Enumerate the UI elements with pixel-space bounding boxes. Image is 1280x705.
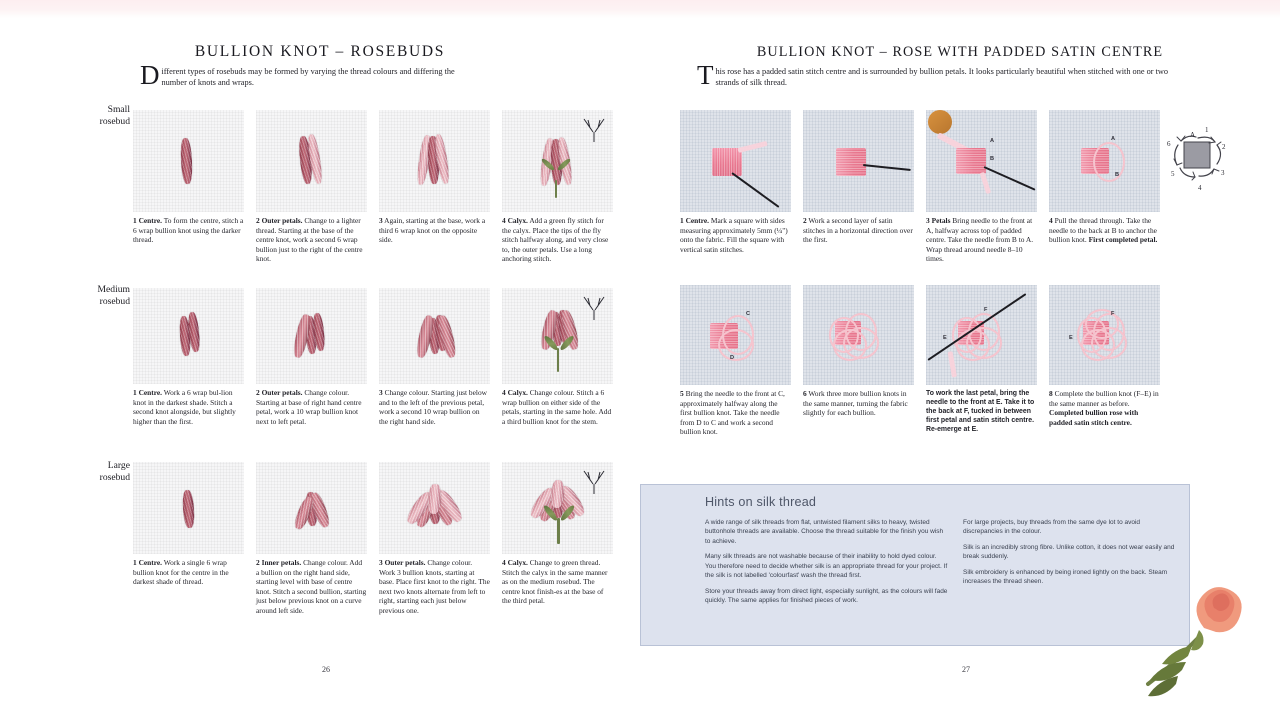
step-cell [502, 110, 613, 264]
hints-column-right: For large projects, buy threads from the same dye lot to avoid discrepancies in the colour. Silk is an incredibly strong fibre. Unlike cotton, it does not wear easily and break suddenly. Silk embroidery is enhanced by being ironed lightly on the back. Steam increases the thread sheen. [963, 519, 1175, 586]
page-title-right: BULLION KNOT – ROSE WITH PADDED SATIN CENTRE [756, 44, 1164, 60]
svg-text:2: 2 [1222, 143, 1226, 151]
intro-paragraph-right [697, 60, 1182, 90]
stitch-photo [680, 285, 791, 385]
fly-stitch-symbol-icon [581, 294, 607, 322]
stitch-photo [803, 285, 914, 385]
photo-marker-C: C [746, 311, 751, 317]
stitch-photo [379, 462, 490, 554]
photo-marker-B: B [990, 156, 995, 162]
step-cell [133, 288, 244, 426]
step-caption: 3 Change colour. Starting just below and to the left of the previous petal, work a second 10 wrap bullion on the right hand side. [379, 388, 487, 426]
stitch-photo [133, 462, 244, 554]
folio-right: 27 [962, 665, 970, 674]
fly-stitch-symbol-icon [581, 116, 607, 144]
step-cell [379, 462, 490, 615]
step-cell [133, 462, 244, 587]
step-caption: 3 Outer petals. Change colour. Work 3 bullion knots, starting at base. Place first knot to the right. The next two knots alternate from left to right, starting each just below previous one. [379, 558, 490, 615]
step-cell [133, 110, 244, 245]
step-caption: To work the last petal, bring the needle to the front at E. Take it to the back at F, tucked in between first petal and satin stitch centre. Re-emerge at E. [926, 390, 1035, 434]
row-label-small: Small rosebud [99, 104, 130, 127]
step-cell [680, 110, 791, 254]
petal-order-diagram [1162, 118, 1232, 198]
stitch-photo [680, 110, 791, 212]
svg-text:6: 6 [1167, 140, 1171, 148]
step-cell [926, 110, 1037, 264]
step-cell [256, 288, 367, 426]
step-caption: 4 Pull the thread through. Take the needle to the back at B to anchor the bullion knot. First completed petal. [1049, 216, 1158, 245]
step-caption: 4 Calyx. Change to green thread. Stitch the calyx in the same manner as on the medium rosebud. The centre knot finish-es at the base of the third petal. [502, 558, 608, 606]
page-title-left: BULLION KNOT – ROSEBUDS [194, 43, 446, 60]
step-cell [1049, 285, 1160, 427]
stitch-photo [502, 110, 613, 212]
svg-text:3: 3 [1221, 169, 1225, 177]
step-cell [502, 288, 613, 426]
step-cell [379, 110, 490, 245]
stitch-photo [803, 110, 914, 212]
photo-marker-F: F [1111, 311, 1115, 317]
svg-text:A: A [1190, 131, 1196, 139]
step-cell [803, 285, 914, 418]
svg-text:5: 5 [1171, 170, 1175, 178]
stitch-photo [926, 285, 1037, 385]
step-caption: 1 Centre. Mark a square with sides measuring approximately 5mm (¼") onto the fabric. Fill the square with vertical satin stitches. [680, 216, 788, 254]
stitch-photo [133, 110, 244, 212]
step-cell [256, 110, 367, 264]
stitch-photo [1049, 110, 1160, 212]
stitch-photo [256, 288, 367, 384]
stitch-photo [502, 462, 613, 554]
step-cell [1049, 110, 1160, 245]
drop-cap-right: T [697, 60, 714, 90]
step-caption: 1 Centre. To form the centre, stitch a 6 wrap bullion knot using the darker thread. [133, 216, 244, 245]
stitch-photo [1049, 285, 1160, 385]
intro-text-left: ifferent types of rosebuds may be formed by varying the thread colours and differing the number of knots and wraps. [161, 67, 455, 88]
photo-marker-D: D [730, 355, 735, 361]
stitch-photo [926, 110, 1037, 212]
hints-column-left: A wide range of silk threads from flat, untwisted filament silks to heavy, twisted buttonhole threads are available. Choose the thread suitable for the finish you wish to achieve. Many silk threads are not washable because of their inability to hold dyed colour. You therefore need to decide whether silk is an appropriate thread for your project. If the silk is not labelled 'colourfast' wash the thread first. Store your threads away from direct light, especially sunlight, as the colours will fade quickly. The same applies for finished pieces of work. [705, 519, 948, 605]
step-caption: 1 Centre. Work a single 6 wrap bullion knot for the centre in the darkest shade of thread. [133, 558, 229, 587]
folio-left: 26 [322, 665, 330, 674]
step-cell [926, 285, 1037, 435]
row-label-medium: Medium rosebud [97, 284, 130, 307]
right-page [640, 0, 1280, 700]
svg-text:4: 4 [1198, 184, 1202, 192]
left-page [0, 0, 640, 700]
step-caption: 6 Work three more bullion knots in the same manner, turning the fabric slightly for each bullion. [803, 389, 908, 418]
photo-marker-E: E [1069, 335, 1073, 341]
step-caption: 3 Again, starting at the base, work a third 6 wrap knot on the opposite side. [379, 216, 486, 245]
photo-marker-F: F [984, 307, 988, 313]
row-label-large: Large rosebud [99, 460, 130, 483]
stitch-photo [379, 288, 490, 384]
step-cell [379, 288, 490, 426]
hints-title: Hints on silk thread [705, 495, 817, 509]
stitch-photo [256, 110, 367, 212]
step-caption: 3 Petals Bring needle to the front at A, halfway across top of padded centre. Take the needle from B to A. Wrap thread around needle 8–10 times. [926, 216, 1034, 264]
step-cell [502, 462, 613, 606]
stitch-photo [502, 288, 613, 384]
photo-marker-B: B [1115, 172, 1120, 178]
drop-cap-left: D [140, 60, 160, 90]
step-caption: 5 Bring the needle to the front at C, approximately halfway along the first bullion knot. Take the needle from D to C and work a second bullion knot. [680, 389, 785, 437]
step-caption: 2 Outer petals. Change colour. Starting at base of right hand centre petal, work a 10 wrap bullion knot next to left petal. [256, 388, 362, 426]
step-cell [256, 462, 367, 615]
stitch-photo [133, 288, 244, 384]
step-caption: 2 Work a second layer of satin stitches in a horizontal direction over the first. [803, 216, 913, 245]
step-caption: 4 Calyx. Change colour. Stitch a 6 wrap bullion on either side of the petals, starting in the same hole. Add a third bullion knot for the stem. [502, 388, 612, 426]
stitch-photo [256, 462, 367, 554]
step-caption: 1 Centre. Work a 6 wrap bul-lion knot in the darkest shade. Stitch a second knot alongside, but slightly higher than the first. [133, 388, 236, 426]
step-caption: 8 Complete the bullion knot (F–E) in the same manner as before. Completed bullion rose with padded satin stitch centre. [1049, 389, 1159, 427]
step-caption: 2 Inner petals. Change colour. Add a bullion on the right hand side, starting level with base of centre knot. Stitch a second bullion, starting just below previous knot on a curve around left side. [256, 558, 367, 615]
photo-marker-A: A [990, 138, 995, 144]
decorative-rose-photo [1100, 550, 1280, 700]
step-cell [680, 285, 791, 437]
svg-text:1: 1 [1205, 126, 1209, 134]
step-caption: 4 Calyx. Add a green fly stitch for the calyx. Place the tips of the fly stitch halfway along, and very close to, the outer petals. Use a long anchoring stitch. [502, 216, 609, 264]
step-cell [803, 110, 914, 245]
fly-stitch-symbol-icon [581, 468, 607, 496]
intro-paragraph-left [140, 60, 470, 90]
stitch-photo [379, 110, 490, 212]
intro-text-right: his rose has a padded satin stitch centre and is surrounded by bullion petals. It looks particularly beautiful when stitched with one or two strands of silk thread. [715, 67, 1169, 88]
photo-marker-E: E [943, 335, 947, 341]
photo-marker-A: A [1111, 136, 1116, 142]
step-caption: 2 Outer petals. Change to a lighter thread. Starting at the base of the centre knot, work a second 6 wrap bullion just to the right of the centre knot. [256, 216, 363, 264]
